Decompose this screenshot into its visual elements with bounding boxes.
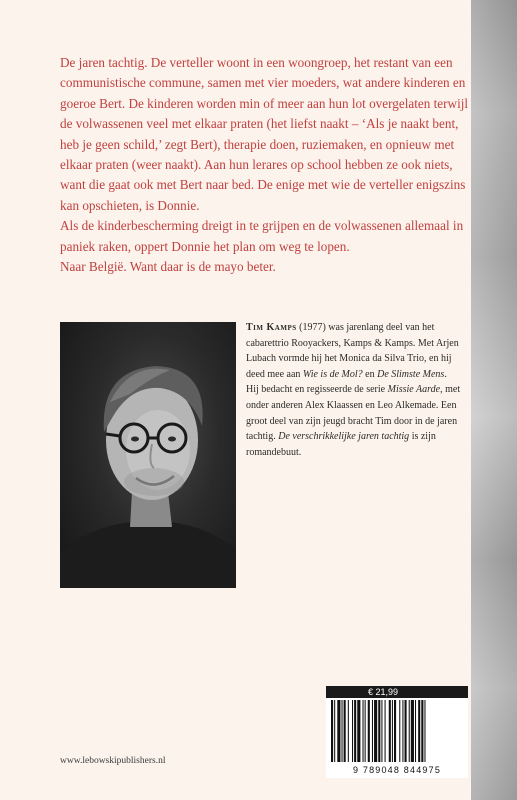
author-bio — [246, 320, 461, 460]
bio-text: is zijn romandebuut. — [246, 431, 436, 458]
isbn-number: 9 789048 844975 — [352, 765, 442, 775]
barcode-bar — [357, 700, 360, 762]
barcode-block — [326, 686, 468, 778]
barcode-bar — [424, 700, 425, 762]
blurb-paragraph: De jaren tachtig. De verteller woont in een woongroep, het restant van een communistische commune, samen met vier moeders, wat andere kinderen en goeroe Bert. De kinderen worden min of meer aan hun lot overgelaten terwijl de volwassenen veel met elkaar praten (het liefst naakt – ‘Als je naakt bent, heb je geen schild,’ zegt Bert), therapie doen, ruziemaken, en opnieuw met elkaar praten (weer naakt). Aan hun lerares op school hebben ze ook niets, want die gaat ook met Bert naar bed. De enige met wie de verteller enigszins kan opschieten, is Donnie. — [60, 55, 469, 213]
bio-text: (1977) was jarenlang deel van het cabarettrio Rooyackers, Kamps & Kamps. Met Arjen Lubach vormde hij het Monica da Silva Trio, en hij deed mee aan — [246, 322, 459, 380]
barcode-bar — [415, 700, 416, 762]
back-cover-blurb — [60, 53, 472, 277]
barcode-bar — [348, 700, 349, 762]
barcode-bar — [337, 700, 340, 762]
blurb-paragraph: Naar België. Want daar is de mayo beter. — [60, 259, 276, 275]
price-value: € 21,99 — [368, 687, 399, 697]
bio-title-italic: Missie Aarde — [387, 384, 441, 396]
barcode-bar — [385, 700, 386, 762]
bio-text: . Hij bedacht en regisseerde de serie — [246, 368, 447, 396]
bio-title-italic: De verschrikkelijke jaren tachtig — [278, 431, 410, 443]
author-portrait-icon — [60, 322, 236, 588]
barcode-bar — [331, 700, 333, 762]
barcode-bar — [352, 700, 353, 762]
barcode-bar — [354, 700, 356, 762]
barcode-bar — [365, 700, 366, 762]
author-photo — [60, 322, 236, 588]
barcode-bar — [409, 700, 410, 762]
barcode-bar — [372, 700, 373, 762]
barcode-bar — [418, 700, 420, 762]
barcode-icon — [329, 700, 465, 762]
barcode-bar — [344, 700, 346, 762]
barcode-bar — [389, 700, 391, 762]
barcode-bar — [368, 700, 370, 762]
barcode-bar — [402, 700, 403, 762]
barcode-bar — [334, 700, 335, 762]
barcode-bar — [411, 700, 414, 762]
barcode-bar — [392, 700, 393, 762]
bio-text: , met onder anderen Alex Klaassen en Leo Alkemade. Een groot deel van zijn jeugd bracht Tim door in de jaren tachtig. — [246, 384, 461, 443]
barcode-bar — [405, 700, 407, 762]
author-name: Tim Kamps — [246, 322, 297, 333]
barcode-bar — [421, 700, 423, 762]
barcode-bar — [374, 700, 377, 762]
bio-title-italic: Wie is de Mol? — [302, 368, 363, 380]
publisher-url: www.lebowskipublishers.nl — [60, 756, 166, 766]
barcode-bar — [363, 700, 364, 762]
barcode-bar — [394, 700, 396, 762]
barcode-bar — [378, 700, 380, 762]
barcode-bar — [399, 700, 400, 762]
barcode-bar — [381, 700, 382, 762]
price-label — [326, 686, 468, 698]
bio-title-italic: De Slimste Mens — [377, 368, 445, 380]
book-spine-edge — [471, 0, 517, 800]
bio-text: en — [362, 368, 378, 380]
barcode-bar — [342, 700, 343, 762]
blurb-paragraph: Als de kinderbescherming dreigt in te grijpen en de volwassenen allemaal in paniek raken, oppert Donnie het plan om weg te lopen. — [60, 218, 464, 254]
